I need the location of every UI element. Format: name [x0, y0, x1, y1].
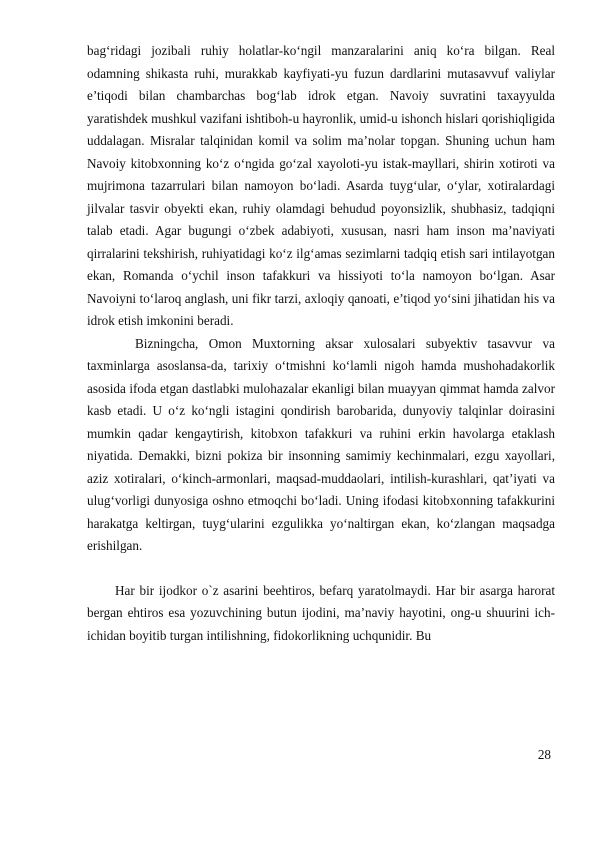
- paragraph-1: bag‘ridagi jozibali ruhiy holatlar-ko‘ngil manzaralarini aniq ko‘ra bilgan. Real odamning shikasta ruhi, murakkab kayfiyati-yu fuzun dardlarini mutasavvuf valiylar e’tiqodi bilan chambarchas bog‘lab idrok etgan. Navoiy suvratini taxayyulda yaratishdek mushkul vazifani ishtiboh-u hayronlik, umid-u ishonch hislari qorishiqligida uddalagan. Misralar talqinidan komil va solim ma’nolar topgan. Shuning uchun ham Navoiy kitobxonning ko‘z o‘ngida go‘zal xayoloti-yu istak-mayllari, shirin xotiroti va mujrimona tazarrulari bilan namoyon bo‘ladi. Asarda tuyg‘ular, o‘ylar, xotiralardagi jilvalar tasvir obyekti ekan, ruhiy olamdagi behudud poyonsizlik, shubhasiz, tadqiqni talab etadi. Agar bugungi o‘zbek adabiyoti, xususan, nasri ham inson ma’naviyati qirralarini tekshirish, ruhiyatidagi ko‘z ilg‘amas sezimlarni tadqiq etish sari intilayotgan ekan, Romanda o‘ychil inson tafakkuri va hissiyoti to‘la namoyon bo‘lgan. Asar Navoiyni to‘laroq anglash, uni fikr tarzi, axloqiy qanoati, e’tiqod yo‘sini jihatidan his va idrok etish imkonini beradi.: [87, 43, 555, 328]
- paragraph-3: Har bir ijodkor o`z asarini beehtiros, befarq yaratolmaydi. Har bir asarga harorat bergan ehtiros esa yozuvchining butun ijodini, ma’naviy hayotini, ong-u shuurini ich-ichidan boyitib turgan intilishning, fidokorlikning uchqunidir. Bu: [87, 582, 555, 643]
- page-number: 28: [537, 747, 551, 762]
- paragraph-2: Bizningcha, Omon Muxtorning aksar xulosalari subyektiv tasavvur va taxminlarga asoslansa-da, tarixiy o‘tmishni ko‘lamli nigoh hamda mushohadakorlik asosida ifoda etgan dastlabki mulohazalar ekanligi bilan muayyan qimmat hamda zalvor kasb etadi. U o‘z ko‘ngli istagini qondirish barobarida, dunyoviy talqinlar doirasini mumkin qadar kengaytirish, kitobxon tafakkuri va ruhini erkin havolarga etaklash niyatida. Demakki, bizni pokiza bir insonning samimiy kechinmalari, ezgu xayollari, aziz xotiralari, o‘kinch-armonlari, maqsad-muddaolari, intilish-kurashlari, qat’iyati va ulug‘vorligi dunyosiga oshno etmoqchi bo‘ladi. Uning ifodasi kitobxonning tafakkurini harakatga keltirgan, tuyg‘ularini ezgulikka yo‘naltirgan ekan, ko‘zlangan maqsadga erishilgan.: [87, 335, 555, 553]
- body-text: [87, 40, 555, 647]
